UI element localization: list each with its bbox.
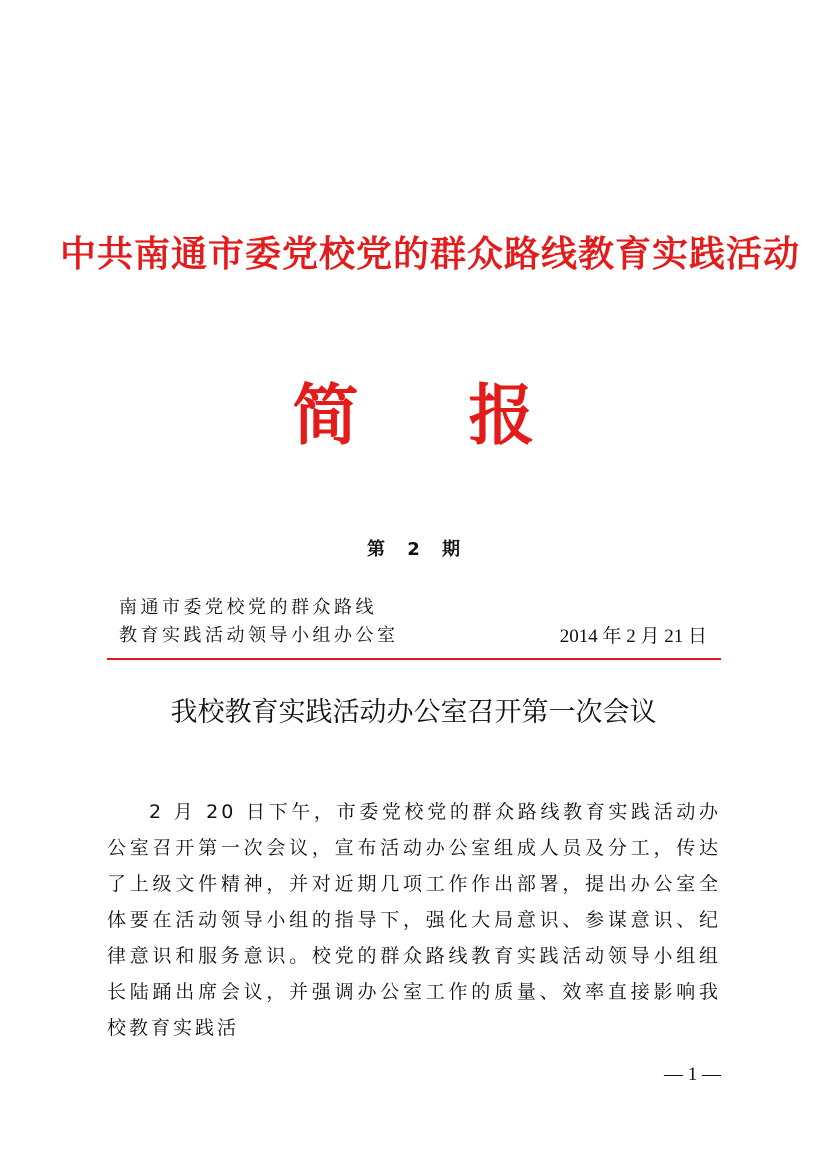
page-number: — 1 — <box>664 1064 721 1085</box>
brief-title: 简报 <box>292 377 645 454</box>
article-headline: 我校教育实践活动办公室召开第一次会议 <box>170 697 657 728</box>
issue-number: 第 2 期 <box>366 539 469 560</box>
red-divider <box>107 658 721 660</box>
organization-title: 中共南通市委党校党的群众路线教育实践活动 <box>60 234 801 275</box>
issuer-line-1: 南通市委党校党的群众路线 <box>119 597 377 618</box>
issuer-line-2: 教育实践活动领导小组办公室 <box>119 625 399 646</box>
article-paragraph: 2 月 20 日下午，市委党校党的群众路线教育实践活动办公室召开第一次会议，宣布活动办公室组成人员及分工，传达了上级文件精神，并对近期几项工作作出部署，提出办公室全体要在活动领导小组的指导下，强化大局意识、参谋意识、纪律意识和服务意识。校党的群众路线教育实践活动领导小组组长陆踊出席会议，并强调办公室工作的质量、效率直接影响我校教育实践活 <box>107 801 721 1039</box>
issue-date: 2014 年 2 月 21 日 <box>559 626 707 647</box>
